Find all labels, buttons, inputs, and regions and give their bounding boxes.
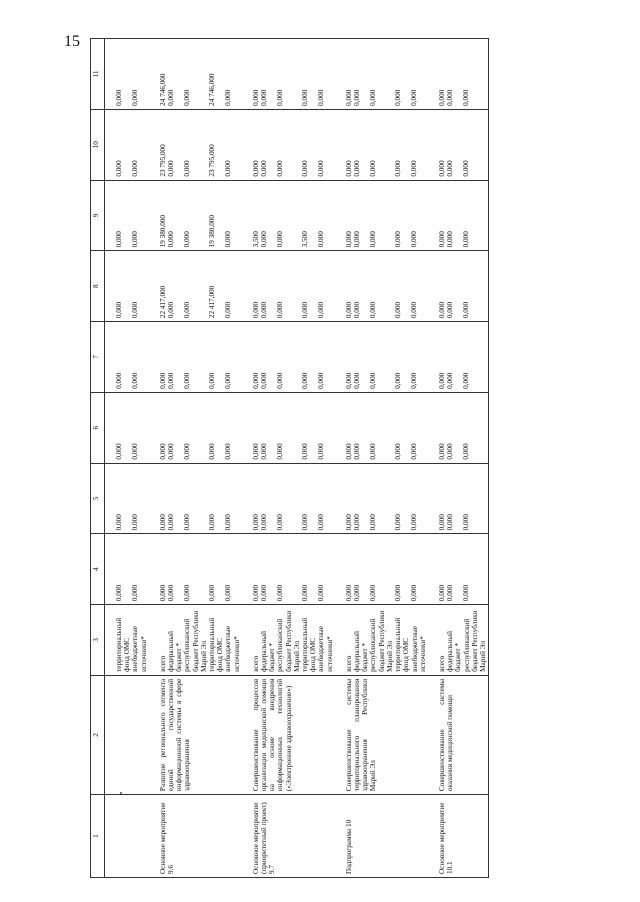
value: 0,000 [158,443,167,460]
value-cell-col-6 [149,392,242,463]
value: 0,000 [115,372,123,389]
value: 0,000 [276,160,285,177]
value-cell-col-7 [335,322,428,393]
value: 0,000 [394,231,403,248]
value: 22 417,000 [208,285,216,319]
value: 0,000 [317,584,326,602]
value: 0,000 [446,301,455,319]
funding-sources-cell [149,605,242,676]
value: 0,000 [183,160,191,177]
table-body [105,39,489,878]
value: 0,000 [437,584,446,602]
value: 0,000 [167,443,175,460]
program-title-cell: Совершенствование системы территориального планирования здравоохранения Республики Марий Эл [335,675,428,794]
value: 0,000 [301,514,310,531]
value-cell-col-6 [242,392,335,463]
value: 0,000 [167,514,175,531]
value: 0,000 [369,514,378,531]
value: 0,000 [369,443,378,460]
program-code-cell: Основное мероприятие 9.6 [149,795,242,878]
value: 0,000 [260,160,269,177]
value: 0,000 [224,160,232,177]
value: 0,000 [158,514,167,531]
value: 0,000 [115,89,123,106]
program-title-cell: Совершенствование системы оказания медицинской помощи [428,675,489,794]
value: 0,000 [183,301,191,319]
budget-table [90,38,489,878]
value: 0,000 [276,89,285,106]
value: 0,000 [317,301,326,319]
value: 0,000 [344,231,353,248]
value: 0,000 [115,301,123,319]
program-title-cell: Совершенствование процессов организации медицинской помощи на основе внедрения информационных технологий («Электронное здравоохранение») [242,675,335,794]
value: 0,000 [131,301,139,319]
value: 0,000 [317,160,326,177]
funding-source: внебюджетные источники* [131,626,148,672]
value-cell-col-8 [105,251,149,322]
value: 0,000 [167,584,175,602]
value: 0,000 [446,514,455,531]
table-row [105,39,149,878]
value: 0,000 [260,89,269,106]
value: 23 795,000 [208,144,216,177]
funding-source: федеральный бюджет * [446,631,463,672]
column-header-6: 6 [91,392,105,463]
value: 0,000 [131,514,139,531]
value: 0,000 [224,301,232,319]
value-cell-col-10 [149,109,242,180]
value-cell-col-10 [105,109,149,180]
value: 0,000 [131,160,139,177]
program-code-cell: Основное мероприятие 10.1 [428,795,489,878]
value: 3,500 [301,231,310,248]
funding-source: республиканский бюджет Республики Марий Эл [276,610,301,672]
value: 0,000 [369,372,378,389]
value: 0,000 [131,89,139,106]
value: 0,000 [353,584,362,602]
value: 0,000 [462,89,471,106]
funding-source: внебюджетные источники* [224,626,241,672]
value: 0,000 [410,160,419,177]
value: 0,000 [115,160,123,177]
value-cell-col-8 [428,251,489,322]
value: 0,000 [167,231,175,248]
value: 19 380,000 [208,215,216,248]
column-header-7: 7 [91,322,105,393]
value: 0,000 [167,301,175,319]
value: 0,000 [353,160,362,177]
value: 0,000 [276,301,285,319]
value: 0,000 [276,443,285,460]
value: 0,000 [353,231,362,248]
column-header-11: 11 [91,39,105,110]
value: 0,000 [317,514,326,531]
value: 0,000 [183,231,191,248]
value: 0,000 [369,301,378,319]
value: 0,000 [344,372,353,389]
funding-source: всего [344,655,353,672]
value: 0,000 [183,514,191,531]
value-cell-col-4 [149,534,242,605]
value: 0,000 [301,160,310,177]
funding-source: внебюджетные источники* [317,626,334,672]
page-number: 15 [64,33,80,50]
column-header-3: 3 [91,605,105,676]
value: 0,000 [251,160,260,177]
value: 0,000 [369,160,378,177]
value: 24 746,000 [208,73,216,106]
table-row [335,39,428,878]
value: 0,000 [208,584,216,602]
value: 0,000 [437,301,446,319]
value: 0,000 [317,372,326,389]
value: 0,000 [183,584,191,602]
funding-source: республиканский бюджет Республики Марий Эл [369,610,394,672]
value-cell-col-11 [105,39,149,110]
value-cell-col-11 [428,39,489,110]
value-cell-col-9 [428,180,489,251]
funding-source: республиканский бюджет Республики Марий Эл [183,610,208,672]
value: 3,500 [251,231,260,248]
value-cell-col-5 [149,463,242,534]
funding-source: федеральный бюджет * [167,631,184,672]
value: 0,000 [301,372,310,389]
value: 0,000 [251,514,260,531]
value: 0,000 [437,443,446,460]
value: 0,000 [131,372,139,389]
value-cell-col-7 [428,322,489,393]
value: 23 795,000 [158,144,167,177]
value: 0,000 [446,372,455,389]
column-header-9: 9 [91,180,105,251]
value: 0,000 [276,514,285,531]
funding-source: федеральный бюджет * [260,631,277,672]
value-cell-col-10 [428,109,489,180]
value: 0,000 [437,514,446,531]
value-cell-col-7 [242,322,335,393]
value: 0,000 [167,89,175,106]
value-cell-col-5 [242,463,335,534]
value-cell-col-8 [335,251,428,322]
value: 0,000 [353,301,362,319]
value-cell-col-4 [105,534,149,605]
value-cell-col-10 [242,109,335,180]
value: 0,000 [131,231,139,248]
value: 0,000 [260,372,269,389]
value-cell-col-5 [105,463,149,534]
value-cell-col-8 [242,251,335,322]
value: 0,000 [437,372,446,389]
value: 0,000 [394,443,403,460]
table-row [149,39,242,878]
value: 0,000 [224,231,232,248]
value: 0,000 [260,443,269,460]
column-header-2: 2 [91,675,105,794]
value: 0,000 [394,584,403,602]
value: 0,000 [462,443,471,460]
funding-source: всего [437,655,446,672]
value: 0,000 [158,372,167,389]
value: 0,000 [260,231,269,248]
funding-source: всего [251,655,260,672]
value: 0,000 [410,231,419,248]
value: 0,000 [369,231,378,248]
funding-sources-cell [242,605,335,676]
value: 0,000 [260,584,269,602]
value-cell-col-5 [335,463,428,534]
value: 0,000 [462,301,471,319]
value: 0,000 [410,301,419,319]
column-header-8: 8 [91,251,105,322]
value: 0,000 [353,443,362,460]
program-code-cell: Подпрограмма 10 [335,795,428,878]
value-cell-col-6 [428,392,489,463]
value: 0,000 [183,372,191,389]
table-row [428,39,489,878]
funding-source: федеральный бюджет * [353,631,370,672]
value: 0,000 [410,443,419,460]
value: 0,000 [344,89,353,106]
value: 0,000 [115,514,123,531]
value-cell-col-5 [428,463,489,534]
value: 22 417,000 [158,285,167,319]
column-header-1: 1 [91,795,105,878]
column-header-10: 10 [91,109,105,180]
value: 0,000 [410,372,419,389]
value: 0,000 [251,372,260,389]
value: 0,000 [446,231,455,248]
funding-source: внебюджетные источники* [410,626,427,672]
value: 0,000 [224,372,232,389]
value: 24 746,000 [158,73,167,106]
value-cell-col-11 [242,39,335,110]
value: 0,000 [462,514,471,531]
program-title-cell: Развитие регионального сегмента единой государственной информационной системы в сфере здравоохранения [149,675,242,794]
funding-source: территориальный фонд ОМС [208,617,225,672]
value: 0,000 [260,301,269,319]
value: 0,000 [344,160,353,177]
funding-sources-cell [105,605,149,676]
value: 0,000 [260,514,269,531]
value: 0,000 [410,514,419,531]
value: 0,000 [317,231,326,248]
value: 0,000 [353,514,362,531]
rotated-table-container [90,38,590,878]
value: 0,000 [462,372,471,389]
value: 19 380,000 [158,215,167,248]
value: 0,000 [344,514,353,531]
program-code-cell: Основное мероприятие (приоритетный проект) 9.7 [242,795,335,878]
value-cell-col-7 [149,322,242,393]
value-cell-col-8 [149,251,242,322]
value: 0,000 [353,89,362,106]
value: 0,000 [276,584,285,602]
value: 0,000 [317,443,326,460]
value: 0,000 [344,301,353,319]
value: 0,000 [115,443,123,460]
funding-source: территориальный фонд ОМС [394,617,411,672]
funding-sources-cell [428,605,489,676]
value: 0,000 [446,443,455,460]
value: 0,000 [301,89,310,106]
value: 0,000 [437,231,446,248]
funding-source: республиканский бюджет Республики Марий Эл [462,610,487,672]
value: 0,000 [462,584,471,602]
value: 0,000 [394,301,403,319]
header-row [91,39,105,878]
value: 0,000 [131,584,139,602]
value: 0,000 [394,372,403,389]
value: 0,000 [301,301,310,319]
funding-sources-cell [335,605,428,676]
value: 0,000 [224,514,232,531]
value: 0,000 [276,231,285,248]
value: 0,000 [394,160,403,177]
value: 0,000 [224,443,232,460]
value: 0,000 [462,231,471,248]
value: 0,000 [410,584,419,602]
value: 0,000 [301,443,310,460]
value: 0,000 [276,372,285,389]
program-code-cell [105,795,149,878]
value: 0,000 [158,584,167,602]
value: 0,000 [208,372,216,389]
value: 0,000 [462,160,471,177]
value: 0,000 [224,89,232,106]
value-cell-col-4 [242,534,335,605]
funding-source: территориальный фонд ОМС [115,617,132,672]
value: 0,000 [369,584,378,602]
value-cell-col-9 [242,180,335,251]
value: 0,000 [344,443,353,460]
column-header-5: 5 [91,463,105,534]
value: 0,000 [369,89,378,106]
funding-source: всего [158,655,167,672]
value: 0,000 [224,584,232,602]
value: 0,000 [446,584,455,602]
value: 0,000 [167,372,175,389]
value: 0,000 [251,584,260,602]
value: 0,000 [394,514,403,531]
value-cell-col-7 [105,322,149,393]
column-header-4: 4 [91,534,105,605]
value: 0,000 [446,160,455,177]
value: 0,000 [344,584,353,602]
value: 0,000 [251,301,260,319]
value-cell-col-6 [335,392,428,463]
value-cell-col-4 [335,534,428,605]
value-cell-col-11 [335,39,428,110]
value: 0,000 [115,231,123,248]
value-cell-col-9 [105,180,149,251]
value: 0,000 [208,514,216,531]
value: 0,000 [183,443,191,460]
value: 0,000 [208,443,216,460]
funding-source: территориальный фонд ОМС [301,617,318,672]
value-cell-col-9 [335,180,428,251]
value: 0,000 [437,89,446,106]
value: 0,000 [317,89,326,106]
value: 0,000 [131,443,139,460]
value-cell-col-6 [105,392,149,463]
value-cell-col-10 [335,109,428,180]
value: 0,000 [183,89,191,106]
value: 0,000 [437,160,446,177]
value-cell-col-11 [149,39,242,110]
value: 0,000 [301,584,310,602]
value: 0,000 [115,584,123,602]
value: 0,000 [167,160,175,177]
value: 0,000 [353,372,362,389]
value: 0,000 [410,89,419,106]
program-title-cell [105,675,149,794]
value: 0,000 [446,89,455,106]
value-cell-col-4 [428,534,489,605]
table-row [242,39,335,878]
value: 0,000 [251,443,260,460]
value: 0,000 [251,89,260,106]
value-cell-col-9 [149,180,242,251]
value: 0,000 [394,89,403,106]
